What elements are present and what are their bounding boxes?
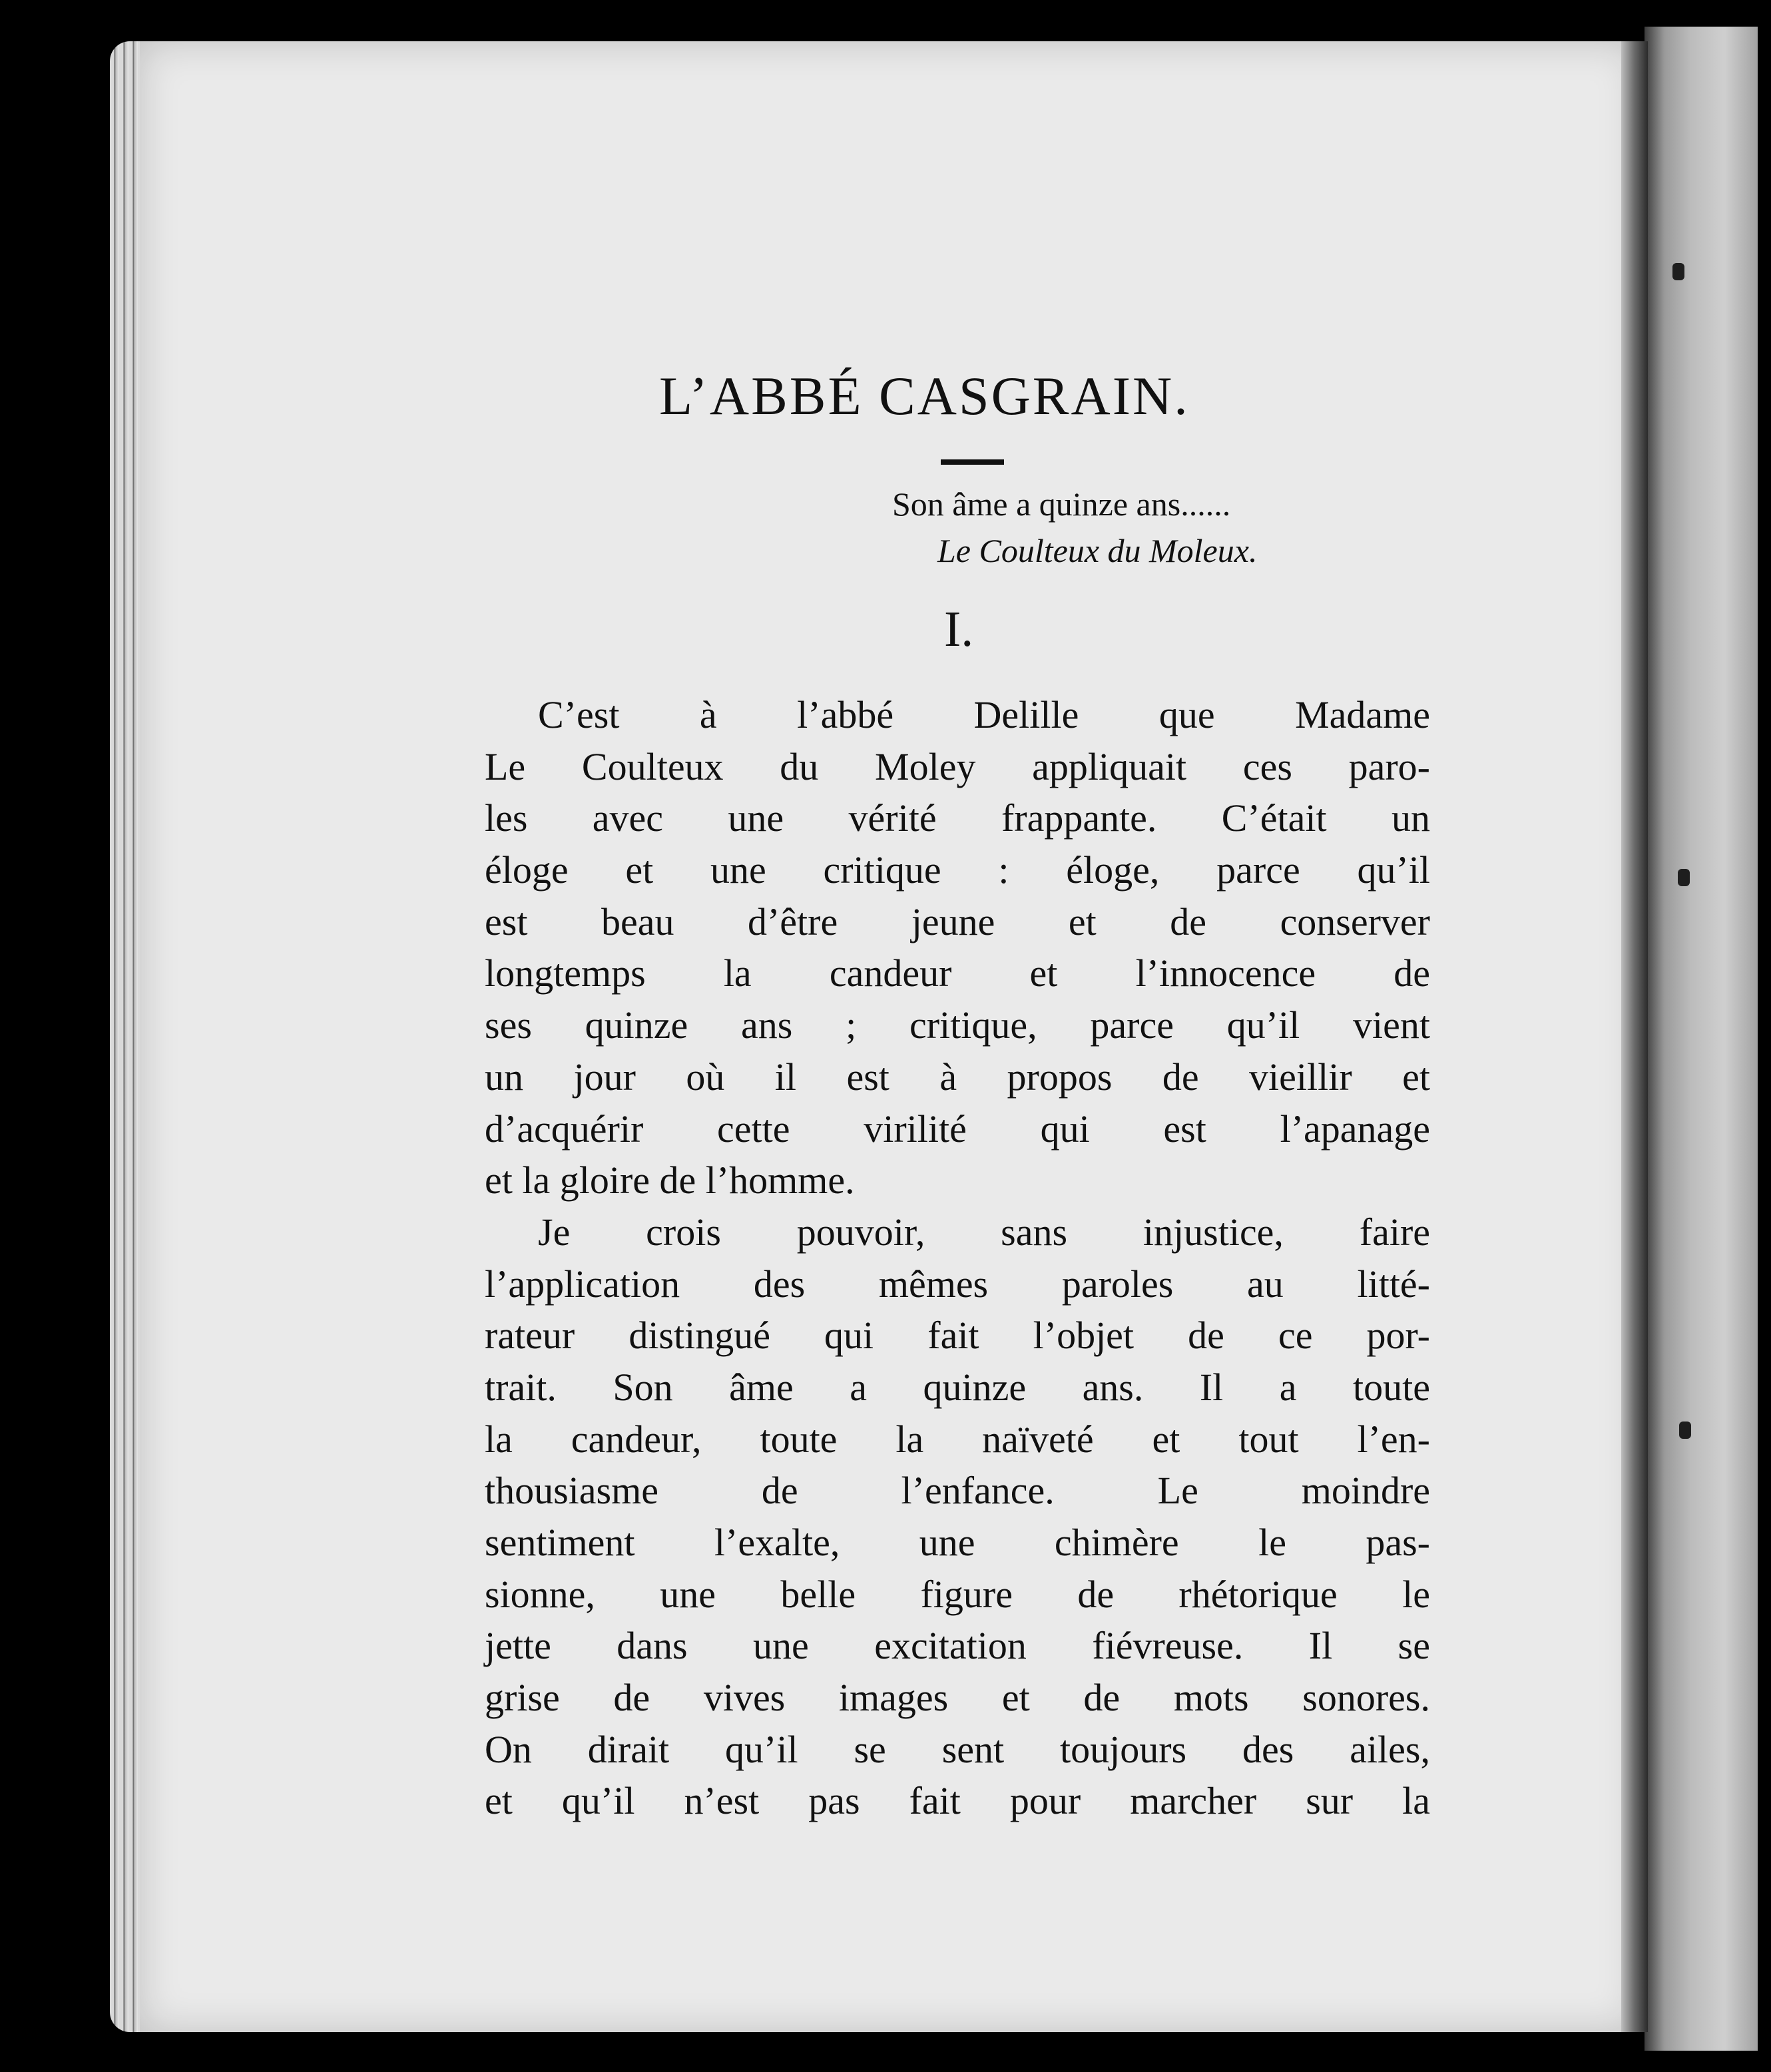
text-line: la candeur, toute la naïveté et tout l’en-: [485, 1417, 1430, 1461]
text-line: Je crois pouvoir, sans injustice, faire: [538, 1210, 1430, 1254]
staple-mark: [1672, 263, 1684, 280]
text-line: On dirait qu’il se sent toujours des ailes,: [485, 1727, 1430, 1771]
text-line: C’est à l’abbé Delille que Madame: [538, 693, 1430, 736]
text-line: sionne, une belle figure de rhétorique le: [485, 1572, 1430, 1616]
title-rule: [941, 459, 1004, 465]
text-line: grise de vives images et de mots sonores.: [485, 1676, 1430, 1720]
text-line: et qu’il n’est pas fait pour marcher sur la: [485, 1779, 1430, 1823]
text-line: l’application des mêmes paroles au litté-: [485, 1262, 1430, 1306]
text-line: les avec une vérité frappante. C’était un: [485, 796, 1430, 840]
chapter-title: L’ABBÉ CASGRAIN.: [659, 366, 1190, 426]
text-line: jette dans une excitation fiévreuse. Il se: [485, 1624, 1430, 1668]
section-number: I.: [944, 601, 974, 657]
staple-mark: [1678, 869, 1690, 886]
body-text: [485, 689, 1430, 1827]
facing-page-edge: [1644, 27, 1758, 2051]
text-line: sentiment l’exalte, une chimère le pas-: [485, 1521, 1430, 1564]
epigraph-source: Le Coulteux du Moleux.: [937, 532, 1258, 569]
text-line: un jour où il est à propos de vieillir et: [485, 1055, 1430, 1099]
paragraph: [485, 689, 1430, 1206]
text-line: d’acquérir cette virilité qui est l’apanage: [485, 1107, 1430, 1151]
text-line: thousiasme de l’enfance. Le moindre: [485, 1469, 1430, 1513]
text-line: rateur distingué qui fait l’objet de ce por-: [485, 1314, 1430, 1358]
text-line: trait. Son âme a quinze ans. Il a toute: [485, 1365, 1430, 1409]
text-line: et la gloire de l’homme.: [485, 1159, 855, 1202]
text-line: est beau d’être jeune et de conserver: [485, 900, 1430, 943]
book-binding: [1621, 41, 1648, 2032]
text-line: longtemps la candeur et l’innocence de: [485, 951, 1430, 995]
text-line: Le Coulteux du Moley appliquait ces paro-: [485, 744, 1430, 788]
text-line: éloge et une critique : éloge, parce qu’il: [485, 848, 1430, 892]
staple-mark: [1679, 1422, 1691, 1439]
text-line: ses quinze ans ; critique, parce qu’il vient: [485, 1003, 1430, 1047]
paragraph: [485, 1206, 1430, 1827]
epigraph-quote: Son âme a quinze ans......: [892, 485, 1231, 523]
